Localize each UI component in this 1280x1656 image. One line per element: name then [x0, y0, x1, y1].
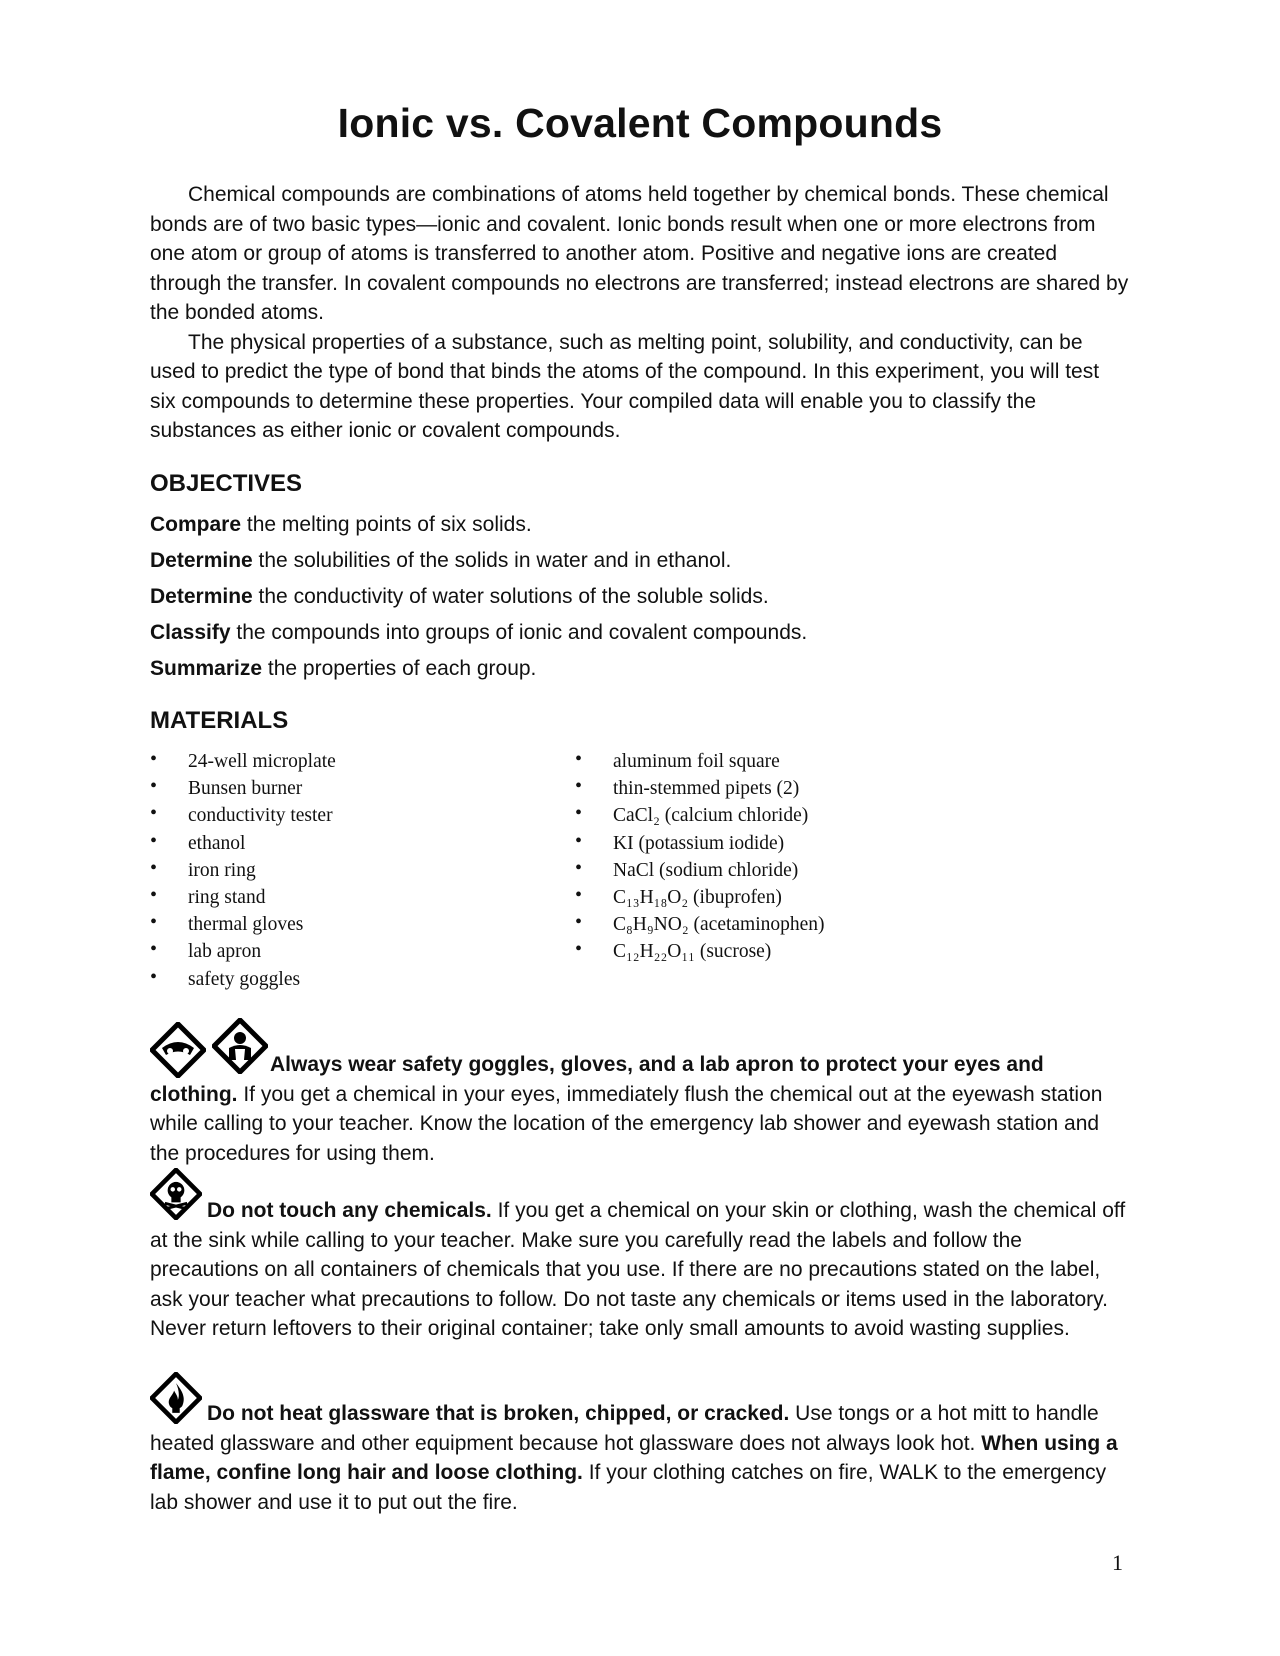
material-item: • lab apron: [150, 938, 336, 965]
safety-heat-note: Do not heat glassware that is broken, chipped, or cracked. Use tongs or a hot mitt to handle heated glassware and other equipment because hot glassware does not always look hot. When using a flame, confine long hair and loose clothing. If your clothing catches on fire, WALK to the emergency lab shower and use it to put out the fire.: [150, 1402, 1118, 1514]
safety-chemicals-note: Do not touch any chemicals. If you get a chemical on your skin or clothing, wash the chemical off at the sink while calling to your teacher. Make sure you carefully read the labels and follow the precautions on all containers of chemicals that you use. If there are no precautions stated on the label, ask your teacher what precautions to follow. Do not taste any chemicals or items used in the laboratory. Never return leftovers to their original container; take only small amounts to avoid wasting supplies.: [150, 1199, 1126, 1340]
page-number: 1: [1112, 1550, 1123, 1575]
objective-item: Classify the compounds into groups of ionic and covalent compounds.: [150, 621, 808, 644]
objective-item: Determine the solubilities of the solids in water and in ethanol.: [150, 549, 732, 572]
materials-list-left: [150, 748, 336, 993]
introduction: [150, 180, 1130, 446]
materials-heading: MATERIALS: [150, 707, 289, 734]
objective-item: Summarize the properties of each group.: [150, 657, 537, 680]
material-item: • ethanol: [150, 830, 336, 857]
material-item: • C₁₂H₂₂O₁₁ (sucrose): [575, 938, 825, 965]
material-item: • 24-well microplate: [150, 748, 336, 775]
material-item: • iron ring: [150, 857, 336, 884]
objectives-heading: OBJECTIVES: [150, 470, 303, 497]
material-item: • aluminum foil square: [575, 748, 825, 775]
material-item: • ring stand: [150, 884, 336, 911]
material-item: • thin-stemmed pipets (2): [575, 775, 825, 802]
material-item: • NaCl (sodium chloride): [575, 857, 825, 884]
objective-item: Determine the conductivity of water solutions of the soluble solids.: [150, 585, 769, 608]
material-item: • KI (potassium iodide): [575, 830, 825, 857]
objectives-list: [150, 510, 1130, 690]
page-title: Ionic vs. Covalent Compounds: [337, 100, 943, 146]
material-item: • conductivity tester: [150, 802, 336, 829]
material-item: • C₈H₉NO₂ (acetaminophen): [575, 911, 825, 938]
material-item: • C₁₃H₁₈O₂ (ibuprofen): [575, 884, 825, 911]
material-item: • safety goggles: [150, 966, 336, 993]
intro-paragraph: The physical properties of a substance, such as melting point, solubility, and conductivity, can be used to predict the type of bond that binds the atoms of the compound. In this experiment, you will test six compounds to determine these properties. Your compiled data will enable you to classify the substances as either ionic or covalent compounds.: [150, 330, 1100, 442]
materials-list-right: [575, 748, 825, 966]
intro-paragraph: Chemical compounds are combinations of atoms held together by chemical bonds. These chemical bonds are of two basic types—ionic and covalent. Ionic bonds result when one or more electrons from one atom or group of atoms is transferred to another atom. Positive and negative ions are created through the transfer. In covalent compounds no electrons are transferred; instead electrons are shared by the bonded atoms.: [150, 183, 1129, 324]
safety-goggles-note: Always wear safety goggles, gloves, and a lab apron to protect your eyes and clothing. If you get a chemical in your eyes, immediately flush the chemical out at the eyewash station while calling to your teacher. Know the location of the emergency lab shower and eyewash station and the procedures for using them.: [150, 1053, 1103, 1165]
material-item: • thermal gloves: [150, 911, 336, 938]
material-item: • Bunsen burner: [150, 775, 336, 802]
material-item: • CaCl₂ (calcium chloride): [575, 802, 825, 829]
objective-item: Compare the melting points of six solids.: [150, 513, 532, 536]
